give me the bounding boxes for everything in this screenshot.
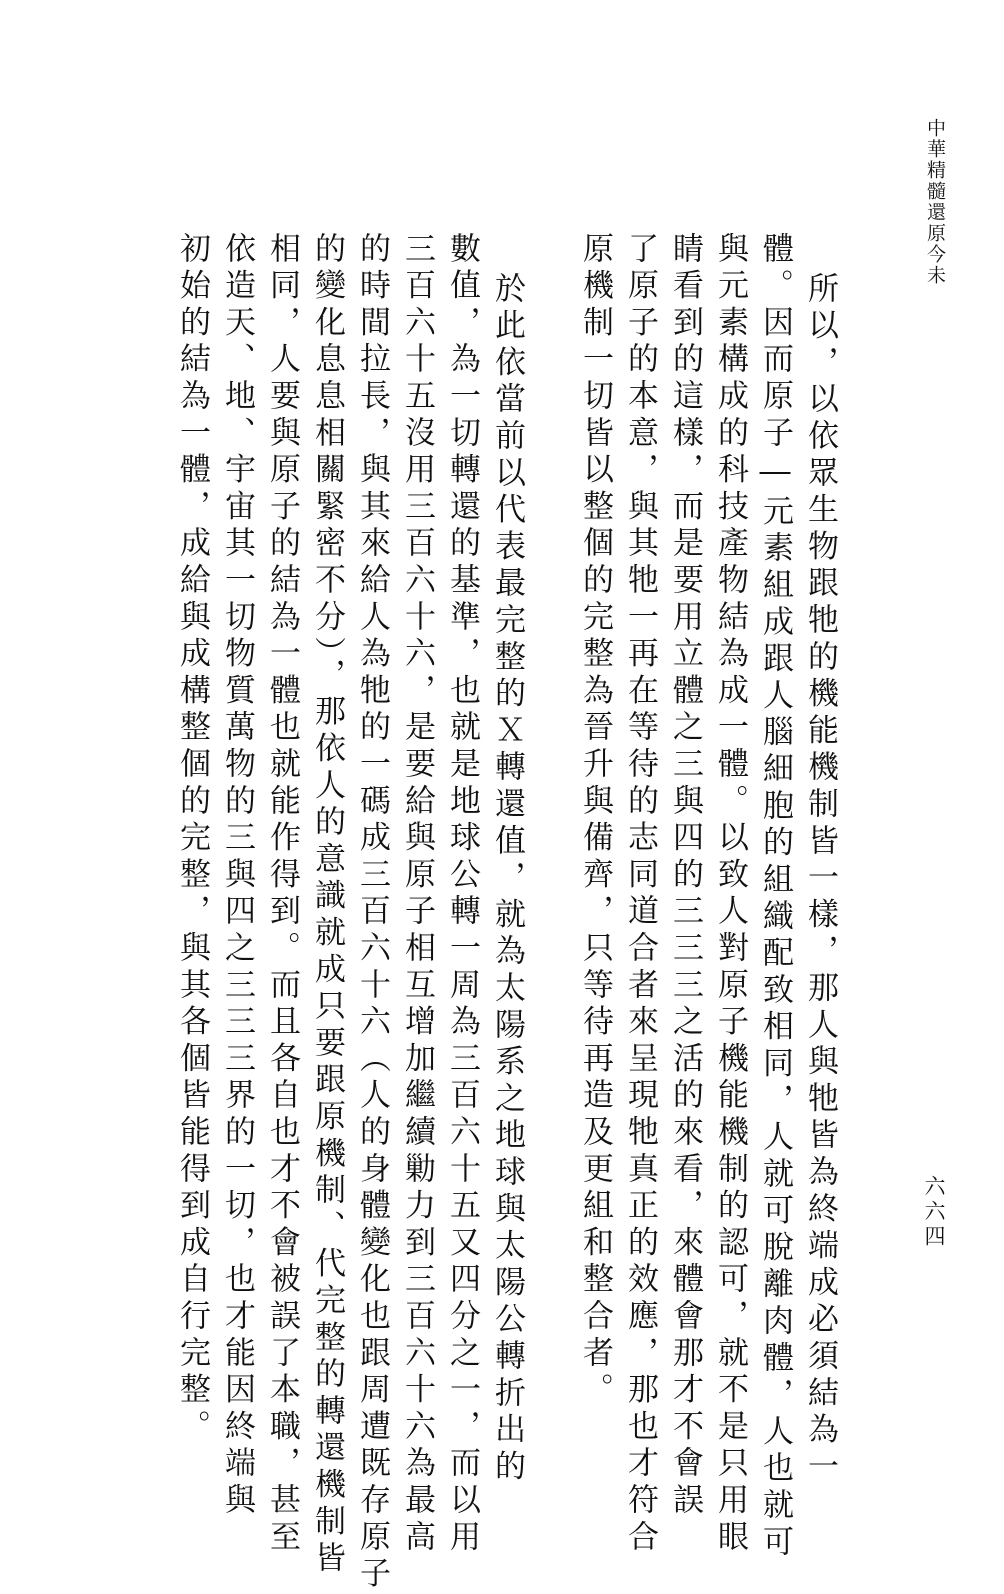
text-column: 的時間拉長，與其來給人為牠的一碼成三百六十六（人的身體變化也跟周遭既存原子 [354,232,390,1594]
text-column: 了原子的本意，與其牠一再在等待的志同道合者來呈現牠真正的效應，那也才符合 [622,232,658,1557]
text-column: 相同，人要與原子的結為一體也就能作得到。而且各自也才不會被誤了本職，甚至 [264,232,300,1557]
page-number: 六六四 [922,1175,946,1250]
running-header: 中華精髓還原今未 [924,118,946,286]
text-column: 所以，以依眾生物跟牠的機能機制皆一樣，那人與牠皆為終端成必須結為一 [802,272,838,1487]
text-column: 原機制一切皆以整個的完整為晉升與備齊，只等待再造及更組和整合者。 [577,232,613,1410]
text-column: 與元素構成的科技產物結為成一體。以致人對原子機能機制的認可，就不是只用眼 [712,232,748,1557]
text-column: 於此依當前以代表最完整的Ｘ轉還值，就為太陽系之地球與太陽公轉折出的 [489,272,525,1487]
text-column: 初始的結為一體，成給與成構整個的完整，與其各個皆能得到成自行完整。 [174,232,210,1447]
text-column: 體。因而原子―元素組成跟人腦細胞的組織配致相同，人就可脫離肉體，人也就可 [757,232,793,1562]
text-column: 數值，為一切轉還的基準，也就是地球公轉一周為三百六十五又四分之一，而以用 [444,232,480,1557]
text-column: 三百六十五沒用三百六十六，是要給與原子相互增加繼續勦力到三百六十六為最高 [399,232,435,1557]
text-column: 依造天、地、宇宙其一切物質萬物的三與四之三三三界的一切，也才能因終端與 [219,232,255,1520]
text-column: 的變化息息相關緊密不分），那依人的意識就成只要跟原機制、代完整的轉還機制皆 [309,232,345,1579]
text-column: 睛看到的這樣，而是要用立體之三與四的三三三之活的來看，來體會那才不會誤 [667,232,703,1520]
